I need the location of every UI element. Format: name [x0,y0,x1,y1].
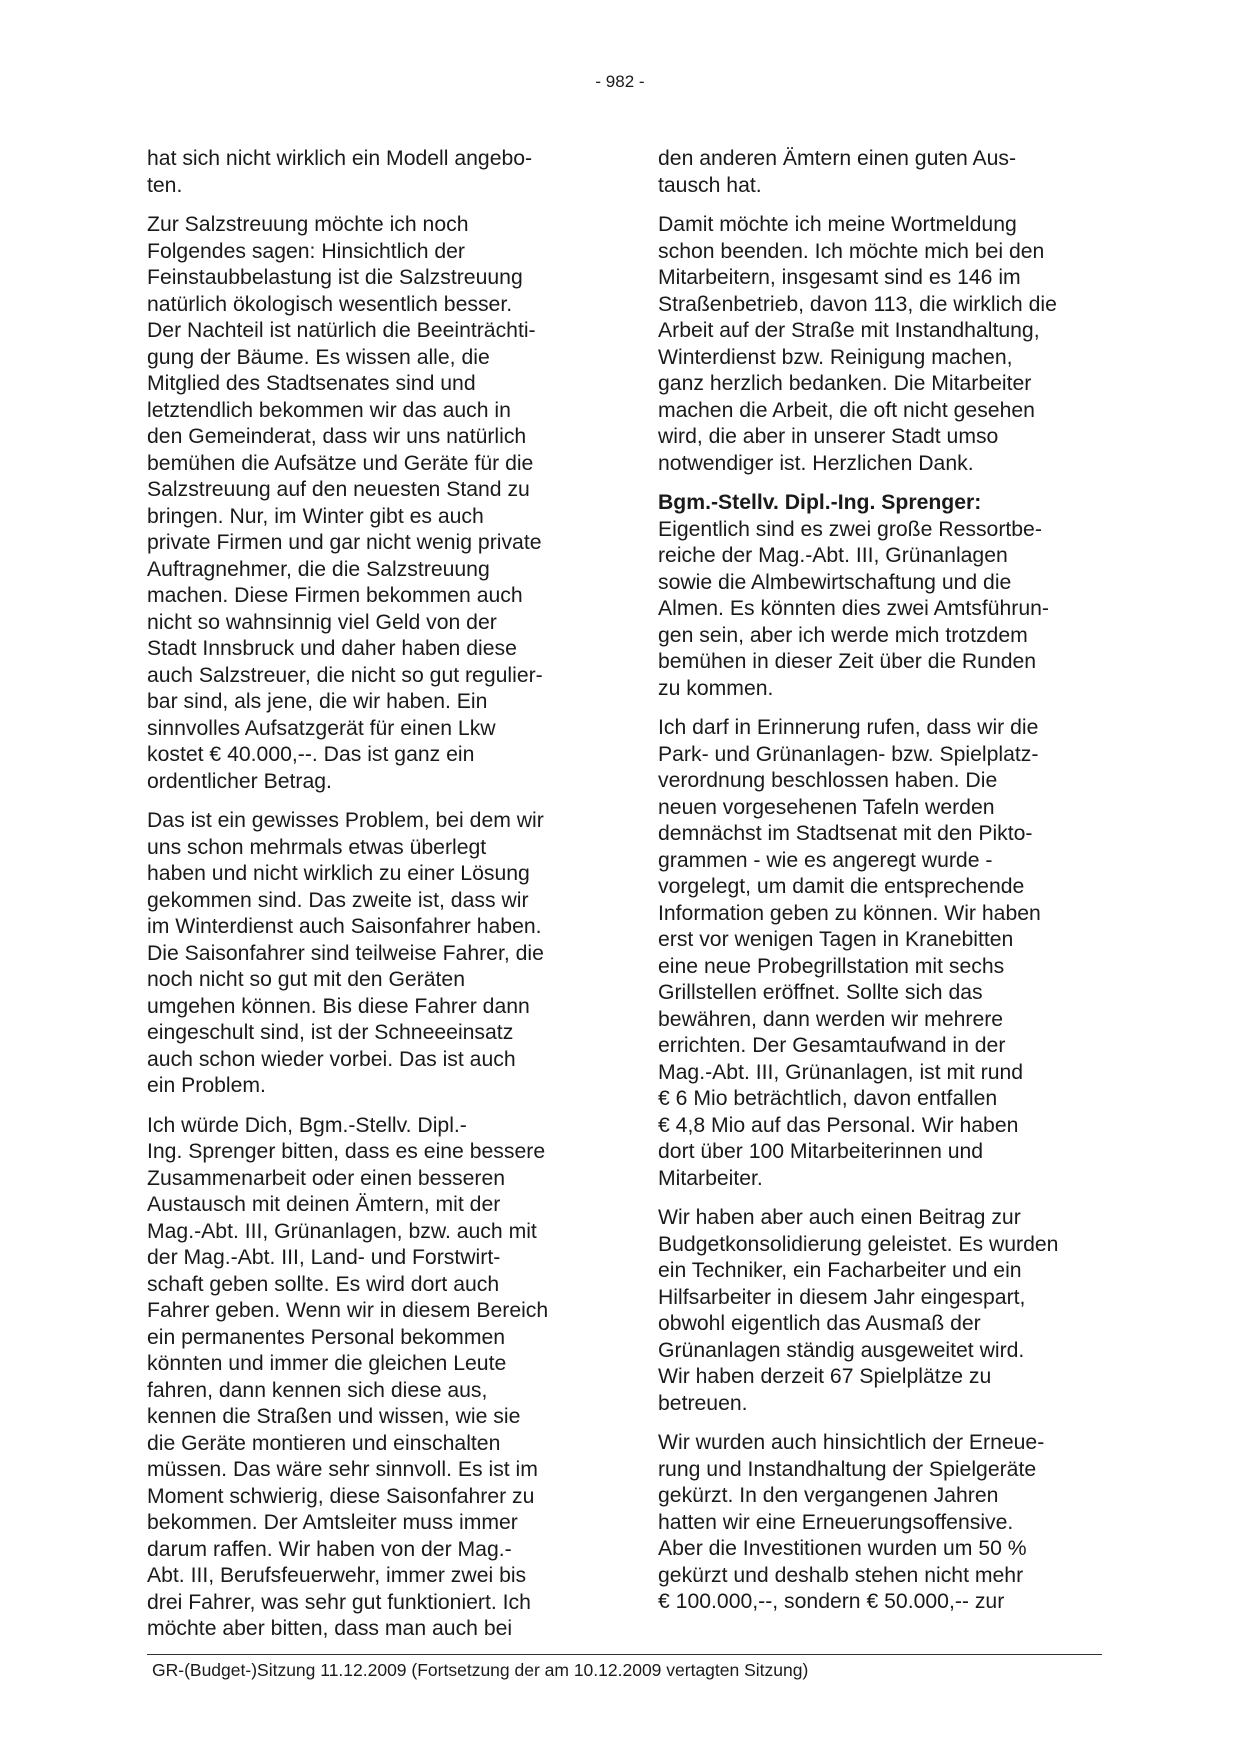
text-line: Grillstellen eröffnet. Sollte sich das [658,981,983,1004]
paragraph [658,212,1128,477]
text-line: wird, die aber in unserer Stadt umso [658,425,999,448]
text-line: Grünanlagen ständig ausgeweitet wird. [658,1338,1025,1362]
text-line: Feinstaubbelastung ist die Salzstreuung [147,266,523,289]
text-line: verordnung beschlossen haben. Die [658,769,998,792]
text-line: ganz herzlich bedanken. Die Mitarbeiter [658,372,1032,395]
text-line: Moment schwierig, diese Saisonfahrer zu [147,1484,535,1508]
text-line: Die Saisonfahrer sind teilweise Fahrer, die [147,941,544,965]
text-line: uns schon mehrmals etwas überlegt [147,835,487,859]
text-line: Das ist ein gewisses Problem, bei dem wir [147,809,544,832]
paragraph [147,1113,617,1643]
text-line: Fahrer geben. Wenn wir in diesem Bereich [147,1299,549,1322]
text-line: zu kommen. [658,676,774,700]
text-line: rung und Instandhaltung der Spielgeräte [658,1457,1037,1481]
text-line: Aber die Investitionen wurden um 50 % [658,1537,1027,1560]
text-line: der Mag.-Abt. III, Land- und Forstwirt- [147,1246,501,1269]
text-line: gekürzt und deshalb stehen nicht mehr [658,1563,1024,1587]
text-line: notwendiger ist. Herzlichen Dank. [658,451,974,475]
text-line: kostet € 40.000,--. Das ist ganz ein [147,743,475,766]
text-line: sinnvolles Aufsatzgerät für einen Lkw [147,716,496,740]
text-line: darum raffen. Wir haben von der Mag.- [147,1537,512,1561]
text-line: haben und nicht wirklich zu einer Lösung [147,862,530,885]
text-line: Budgetkonsolidierung geleistet. Es wurden [658,1232,1059,1256]
text-line: hat sich nicht wirklich ein Modell angebo- [147,147,533,170]
text-line: Almen. Es könnten dies zwei Amtsführun- [658,597,1049,620]
text-line: Wir haben derzeit 67 Spielplätze zu [658,1365,992,1388]
text-line: € 100.000,--, sondern € 50.000,-- zur [658,1590,1005,1613]
text-line: Auftragnehmer, die die Salzstreuung [147,557,490,581]
text-line: nicht so wahnsinnig viel Geld von der [147,610,497,634]
text-line: erst vor wenigen Tagen in Kranebitten [658,928,1014,951]
text-line: Hilfsarbeiter in diesem Jahr eingespart, [658,1285,1026,1309]
text-line: hatten wir eine Erneuerungsoffensive. [658,1510,1014,1534]
text-line: den Gemeinderat, dass wir uns natürlich [147,425,527,448]
text-line: betreuen. [658,1391,748,1415]
paragraph [658,715,1128,1192]
text-line: neuen vorgesehenen Tafeln werden [658,795,995,819]
text-line: fahren, dann kennen sich diese aus, [147,1378,488,1402]
text-line: auch schon wieder vorbei. Das ist auch [147,1047,516,1071]
text-line: im Winterdienst auch Saisonfahrer haben. [147,915,542,938]
text-line: könnten und immer die gleichen Leute [147,1352,507,1375]
text-line: ein permanentes Personal bekommen [147,1325,506,1349]
text-line: Salzstreuung auf den neuesten Stand zu [147,478,530,501]
paragraph [147,808,617,1100]
text-line: obwohl eigentlich das Ausmaß der [658,1312,981,1335]
text-line: den anderen Ämtern einen guten Aus- [658,147,1017,170]
text-line: machen. Diese Firmen bekommen auch [147,584,523,607]
text-line: Mitglied des Stadtsenates sind und [147,372,476,395]
footer-divider [147,1654,1102,1655]
text-line: gen sein, aber ich werde mich trotzdem [658,623,1028,647]
text-line: bar sind, als jene, die wir haben. Ein [147,690,488,713]
text-line: schon beenden. Ich möchte mich bei den [658,239,1045,263]
text-line: ten. [147,173,183,197]
text-line: bekommen. Der Amtsleiter muss immer [147,1511,518,1534]
text-line: gekommen sind. Das zweite ist, dass wir [147,888,529,912]
text-line: Mag.-Abt. III, Grünanlagen, ist mit rund [658,1060,1024,1084]
text-line: müssen. Das wäre sehr sinnvoll. Es ist im [147,1458,538,1481]
text-line: schaft geben sollte. Es wird dort auch [147,1272,500,1296]
paragraph [147,212,617,795]
page-number: - 982 - [595,72,645,91]
text-line: machen die Arbeit, die oft nicht gesehen [658,398,1035,422]
text-line: letztendlich bekommen wir das auch in [147,398,511,422]
left-column [147,146,617,1656]
footer-text: GR-(Budget-)Sitzung 11.12.2009 (Fortsetzung der am 10.12.2009 vertagten Sitzung) [152,1660,809,1680]
paragraph [658,1205,1128,1417]
text-line: Ich würde Dich, Bgm.-Stellv. Dipl.- [147,1113,467,1137]
text-line: Mag.-Abt. III, Grünanlagen, bzw. auch mit [147,1219,537,1243]
text-line: vorgelegt, um damit die entsprechende [658,875,1025,898]
text-line: Eigentlich sind es zwei große Ressortbe- [658,517,1042,541]
text-line: demnächst im Stadtsenat mit den Pikto- [658,822,1033,845]
text-line: eingeschult sind, ist der Schneeeinsatz [147,1021,514,1044]
text-line: Wir haben aber auch einen Beitrag zur [658,1206,1021,1229]
text-line: Mitarbeiter. [658,1166,763,1190]
text-line: eine neue Probegrillstation mit sechs [658,954,1005,978]
text-line: tausch hat. [658,173,762,197]
text-line: Wir wurden auch hinsichtlich der Erneue- [658,1431,1045,1454]
text-line: Der Nachteil ist natürlich die Beeinträchti- [147,319,536,342]
text-line: gekürzt. In den vergangenen Jahren [658,1484,999,1507]
text-line: Folgendes sagen: Hinsichtlich der [147,239,465,263]
text-line: dort über 100 Mitarbeiterinnen und [658,1140,984,1163]
text-line: Zur Salzstreuung möchte ich noch [147,213,469,236]
text-line: Ing. Sprenger bitten, dass es eine bessere [147,1140,546,1163]
text-line: € 4,8 Mio auf das Personal. Wir haben [658,1113,1019,1137]
text-line: bemühen in dieser Zeit über die Runden [658,650,1037,673]
text-line: gung der Bäume. Es wissen alle, die [147,345,490,369]
text-line: die Geräte montieren und einschalten [147,1431,501,1455]
text-line: Zusammenarbeit oder einen besseren [147,1166,506,1190]
text-line: private Firmen und gar nicht wenig private [147,531,542,554]
paragraph [658,1430,1128,1616]
text-line: Straßenbetrieb, davon 113, die wirklich die [658,292,1057,316]
text-line: reiche der Mag.-Abt. III, Grünanlagen [658,544,1008,567]
text-line: ordentlicher Betrag. [147,769,332,793]
text-line: bringen. Nur, im Winter gibt es auch [147,504,484,528]
speaker-name: Bgm.-Stellv. Dipl.-Ing. Sprenger: [658,491,982,514]
text-line: Information geben zu können. Wir haben [658,901,1041,925]
text-line: Park- und Grünanlagen- bzw. Spielplatz- [658,742,1039,766]
text-line: Abt. III, Berufsfeuerwehr, immer zwei bis [147,1564,527,1587]
text-line: ein Techniker, ein Facharbeiter und ein [658,1259,1022,1282]
text-line: drei Fahrer, was sehr gut funktioniert. Ich [147,1590,531,1614]
text-line: bewähren, dann werden wir mehrere [658,1007,1004,1031]
text-line: grammen - wie es angeregt wurde - [658,848,993,872]
right-column [658,146,1128,1629]
text-line: noch nicht so gut mit den Geräten [147,968,465,991]
text-line: auch Salzstreuer, die nicht so gut regulier- [147,663,543,687]
text-line: Damit möchte ich meine Wortmeldung [658,213,1017,236]
paragraph [147,146,617,199]
paragraph [658,146,1128,199]
text-line: möchte aber bitten, dass man auch bei [147,1617,513,1640]
text-line: Arbeit auf der Straße mit Instandhaltung, [658,319,1040,342]
text-line: errichten. Der Gesamtaufwand in der [658,1034,1006,1057]
text-line: sowie die Almbewirtschaftung und die [658,570,1012,594]
text-line: Austausch mit deinen Ämtern, mit der [147,1193,501,1216]
text-line: Stadt Innsbruck und daher haben diese [147,637,517,660]
text-line: umgehen können. Bis diese Fahrer dann [147,994,530,1018]
paragraph [658,490,1128,702]
text-line: € 6 Mio beträchtlich, davon entfallen [658,1087,998,1110]
text-line: ein Problem. [147,1074,266,1097]
text-line: Winterdienst bzw. Reinigung machen, [658,345,1013,369]
text-line: Mitarbeitern, insgesamt sind es 146 im [658,266,1021,289]
text-line: Ich darf in Erinnerung rufen, dass wir die [658,716,1039,739]
text-line: natürlich ökologisch wesentlich besser. [147,292,513,316]
text-line: bemühen die Aufsätze und Geräte für die [147,451,534,475]
text-line: kennen die Straßen und wissen, wie sie [147,1405,521,1428]
